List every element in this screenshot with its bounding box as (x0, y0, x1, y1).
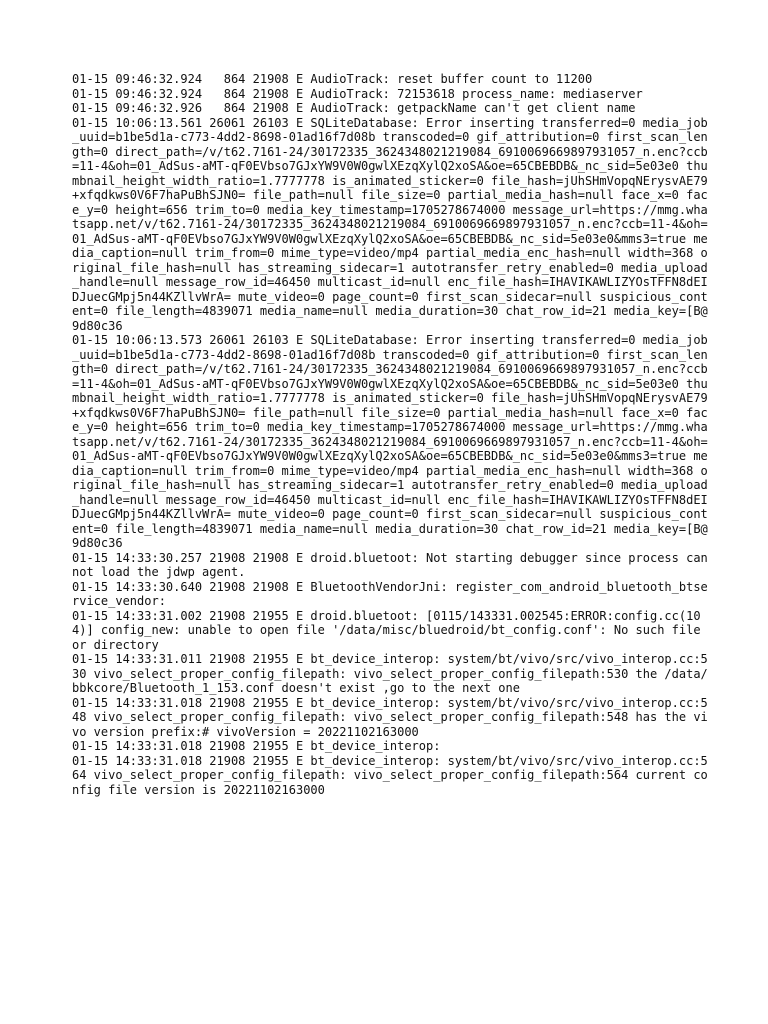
log-document (72, 72, 712, 797)
log-line: 01-15 14:33:31.018 21908 21955 E bt_device_interop: (72, 739, 441, 753)
log-line: 01-15 10:06:13.561 26061 26103 E SQLiteDatabase: Error inserting transferred=0 media_job_uuid=b1be5d1a-c773-4dd2-8698-01ad16f7d08b transcoded=0 gif_attribution=0 first_scan_length=0 direct_path=/v/t62.7161-24/30172335_3624348021219084_6910069669897931057_n.enc?ccb=11-4&oh=01_AdSus-aMT-qF0EVbso7GJxYW9V0W0gwlXEzqXylQ2xoSA&oe=65CBEBDB&_nc_sid=5e03e0 thumbnail_height_width_ratio=1.7777778 is_animated_sticker=0 file_hash=jUhSHmVopqNErysvAE79+xfqdkws0V6F7haPuBhSJN0= file_path=null file_size=0 partial_media_hash=null face_x=0 face_y=0 height=656 trim_to=0 media_key_timestamp=1705278674000 message_url=https://mmg.whatsapp.net/v/t62.7161-24/30172335_3624348021219084_6910069669897931057_n.enc?ccb=11-4&oh=01_AdSus-aMT-qF0EVbso7GJxYW9V0W0gwlXEzqXylQ2xoSA&oe=65CBEBDB&_nc_sid=5e03e0&mms3=true media_caption=null trim_from=0 mime_type=video/mp4 partial_media_enc_hash=null width=368 original_file_hash=null has_streaming_sidecar=1 autotransfer_retry_enabled=0 media_upload_handle=null message_row_id=46450 multicast_id=null enc_file_hash=IHAVIKAWLIZYOsTFFN8dEIDJuecGMpj5n44KZllvWrA= mute_video=0 page_count=0 first_scan_sidecar=null suspicious_content=0 file_length=4839071 media_name=null media_duration=30 chat_row_id=21 media_key=[B@9d80c36 (72, 115, 708, 333)
log-line: 01-15 14:33:30.640 21908 21908 E BluetoothVendorJni: register_com_android_bluetooth_btservice_vendor: (72, 579, 708, 608)
log-line: 01-15 14:33:31.018 21908 21955 E bt_device_interop: system/bt/vivo/src/vivo_interop.cc:564 vivo_select_proper_config_filepath: vivo_select_proper_config_filepath:564 current config file version is 20221102163000 (72, 753, 708, 797)
log-line: 01-15 14:33:31.011 21908 21955 E bt_device_interop: system/bt/vivo/src/vivo_interop.cc:530 vivo_select_proper_config_filepath: vivo_select_proper_config_filepath:530 the /data/bbkcore/Bluetooth_1_153.conf doesn't exist ,go to the next one (72, 652, 708, 695)
log-line: 01-15 14:33:31.018 21908 21955 E bt_device_interop: system/bt/vivo/src/vivo_interop.cc:548 vivo_select_proper_config_filepath: vivo_select_proper_config_filepath:548 has the vivo version prefix:# vivoVersion = 20221102163000 (72, 695, 708, 739)
log-line: 01-15 09:46:32.926 864 21908 E AudioTrack: getpackName can't get client name (72, 101, 636, 115)
log-line: 01-15 14:33:31.002 21908 21955 E droid.bluetoot: [0115/143331.002545:ERROR:config.cc(104)] config_new: unable to open file '/data/misc/bluedroid/bt_config.conf': No such file or directory (72, 608, 708, 652)
log-line: 01-15 09:46:32.924 864 21908 E AudioTrack: reset buffer count to 11200 (72, 72, 593, 86)
log-line: 01-15 10:06:13.573 26061 26103 E SQLiteDatabase: Error inserting transferred=0 media_job_uuid=b1be5d1a-c773-4dd2-8698-01ad16f7d08b transcoded=0 gif_attribution=0 first_scan_length=0 direct_path=/v/t62.7161-24/30172335_3624348021219084_6910069669897931057_n.enc?ccb=11-4&oh=01_AdSus-aMT-qF0EVbso7GJxYW9V0W0gwlXEzqXylQ2xoSA&oe=65CBEBDB&_nc_sid=5e03e0 thumbnail_height_width_ratio=1.7777778 is_animated_sticker=0 file_hash=jUhSHmVopqNErysvAE79+xfqdkws0V6F7haPuBhSJN0= file_path=null file_size=0 partial_media_hash=null face_x=0 face_y=0 height=656 trim_to=0 media_key_timestamp=1705278674000 message_url=https://mmg.whatsapp.net/v/t62.7161-24/30172335_3624348021219084_6910069669897931057_n.enc?ccb=11-4&oh=01_AdSus-aMT-qF0EVbso7GJxYW9V0W0gwlXEzqXylQ2xoSA&oe=65CBEBDB&_nc_sid=5e03e0&mms3=true media_caption=null trim_from=0 mime_type=video/mp4 partial_media_enc_hash=null width=368 original_file_hash=null has_streaming_sidecar=1 autotransfer_retry_enabled=0 media_upload_handle=null message_row_id=46450 multicast_id=null enc_file_hash=IHAVIKAWLIZYOsTFFN8dEIDJuecGMpj5n44KZllvWrA= mute_video=0 page_count=0 first_scan_sidecar=null suspicious_content=0 file_length=4839071 media_name=null media_duration=30 chat_row_id=21 media_key=[B@9d80c36 (72, 333, 708, 550)
log-line: 01-15 09:46:32.924 864 21908 E AudioTrack: 72153618 process_name: mediaserver (72, 86, 643, 101)
log-line: 01-15 14:33:30.257 21908 21908 E droid.bluetoot: Not starting debugger since process cannot load the jdwp agent. (72, 550, 708, 579)
